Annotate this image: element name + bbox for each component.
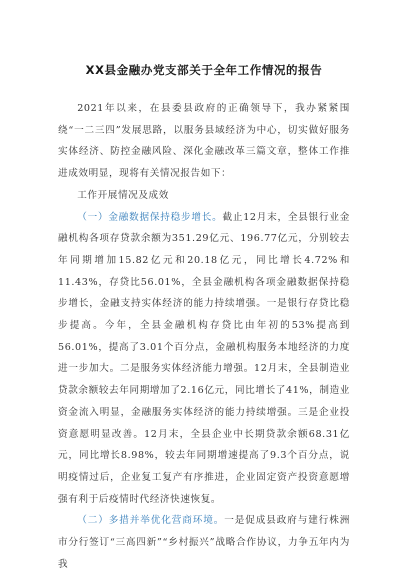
section-1-paragraph	[58, 207, 350, 511]
section-2-text: 一是促成县政府与建行株洲市分行签订“三高四新”“乡村振兴”战略合作协议，力争五年内为我	[58, 515, 350, 570]
section-2-paragraph	[58, 510, 350, 575]
section-heading: 工作开展情况及成效	[77, 189, 169, 201]
document-body	[58, 98, 350, 575]
section-1-subheading: （一）金融数据保持稳步增长。	[77, 211, 223, 223]
intro-text: 2021年以来，在县委县政府的正确领导下，我办紧紧围绕“一二三四”发展思路，以服务县域经济为中心，切实做好服务实体经济、防控金融风险、深化金融改革三篇文章，整体工作推进成效明显，现将有关情况报告如下：	[58, 103, 350, 180]
intro-paragraph	[58, 98, 350, 185]
document-title: XX县金融办党支部关于全年工作情况的报告	[85, 63, 323, 77]
section-2-subheading: （二）多措并举优化营商环境。	[77, 515, 225, 527]
section-1-text: 截止12月末，全县银行业金融机构各项存贷款余额为351.29亿元、196.77亿元，分别较去年同期增加15.82亿元和20.18亿元，同比增长4.72%和11.43%，存贷比56.01%，全县金融机构各项金融数据保持稳步增长，金融支持实体经济的能力持续增强。一是银行存贷比稳步提高。今年，全县金融机构存贷比由年初的53%提高到56.01%，提高了3.01个百分点，金融机构服务本地经济的力度进一步加大。二是服务实体经济能力增强。12月末，全县制造业贷款余额较去年同期增加了2.16亿元，同比增长了41%，制造业资金流入明显，金融服务实体经济的能力持续增强。三是企业投资意愿明显改善。12月末，全县企业中长期贷款余额68.31亿元，同比增长8.98%，较去年同期增速提高了9.3个百分点，说明疫情过后，企业复工复产有序推进，企业固定资产投资意愿增强有利于后疫情时代经济快速恢复。	[58, 211, 350, 505]
